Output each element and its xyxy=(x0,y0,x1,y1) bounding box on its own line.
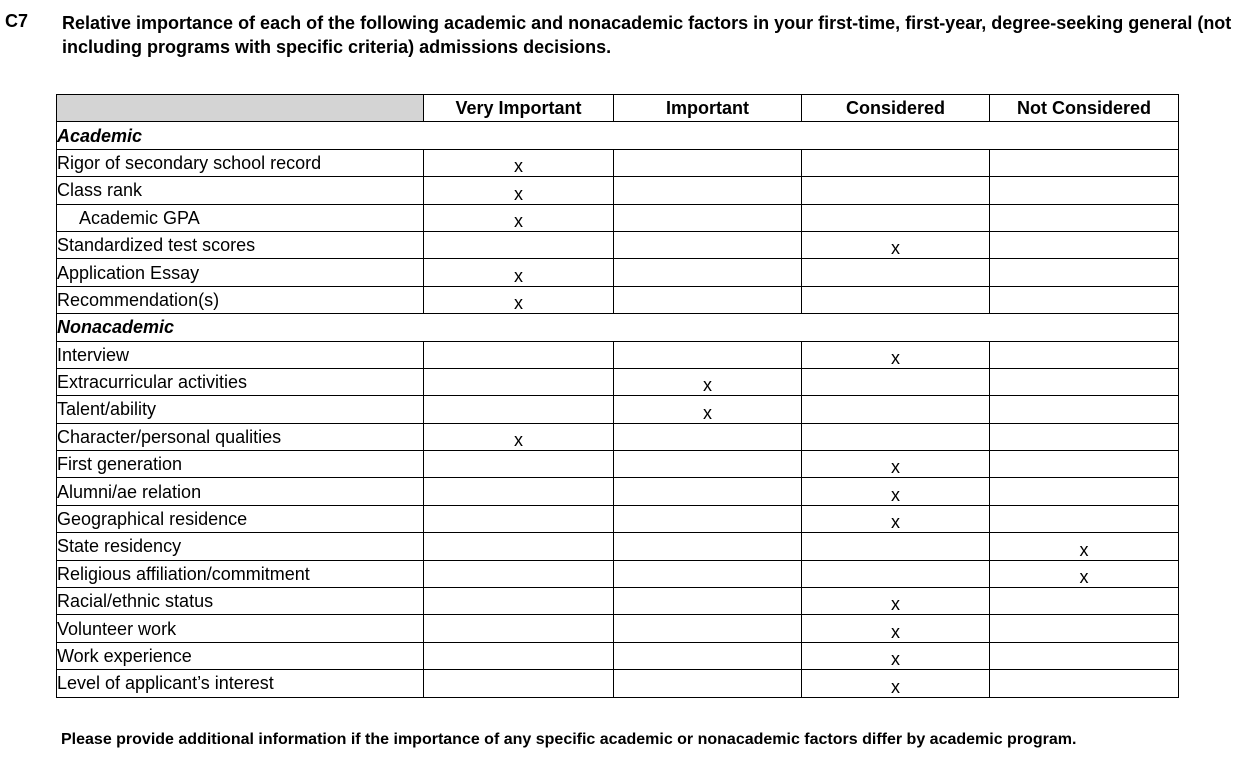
rating-cell xyxy=(614,451,802,478)
rating-cell xyxy=(424,396,614,423)
factor-label: Recommendation(s) xyxy=(57,286,424,313)
rating-mark: x xyxy=(802,341,990,368)
rating-mark: x xyxy=(802,670,990,697)
rating-cell xyxy=(990,588,1179,615)
rating-cell xyxy=(990,615,1179,642)
header-row xyxy=(57,95,1179,122)
rating-cell xyxy=(424,560,614,587)
section-title: Nonacademic xyxy=(57,314,1179,341)
rating-cell xyxy=(802,533,990,560)
rating-cell xyxy=(614,177,802,204)
table-row xyxy=(57,533,1179,560)
rating-cell xyxy=(990,341,1179,368)
rating-cell xyxy=(614,478,802,505)
section-header-row xyxy=(57,122,1179,149)
column-header: Very Important xyxy=(424,95,614,122)
rating-cell xyxy=(802,204,990,231)
rating-cell xyxy=(990,396,1179,423)
factor-label: Volunteer work xyxy=(57,615,424,642)
column-header: Not Considered xyxy=(990,95,1179,122)
factor-label: Academic GPA xyxy=(57,204,424,231)
table-row xyxy=(57,149,1179,176)
rating-cell xyxy=(802,259,990,286)
footnote: Please provide additional information if the importance of any specific academic or nonacademic factors differ by academic program. xyxy=(61,731,1077,748)
rating-mark: x xyxy=(424,204,614,231)
factor-label: Extracurricular activities xyxy=(57,368,424,395)
rating-cell xyxy=(990,177,1179,204)
rating-cell xyxy=(424,231,614,258)
table-row xyxy=(57,341,1179,368)
rating-mark: x xyxy=(802,478,990,505)
table-row xyxy=(57,670,1179,697)
rating-cell xyxy=(424,670,614,697)
factor-label: Religious affiliation/commitment xyxy=(57,560,424,587)
table-row xyxy=(57,423,1179,450)
factor-label: Level of applicant’s interest xyxy=(57,670,424,697)
factor-label: Interview xyxy=(57,341,424,368)
section-title: Academic xyxy=(57,122,1179,149)
rating-cell xyxy=(614,615,802,642)
rating-cell xyxy=(614,423,802,450)
table-row xyxy=(57,451,1179,478)
factor-label: Class rank xyxy=(57,177,424,204)
rating-cell xyxy=(424,615,614,642)
table-row xyxy=(57,286,1179,313)
factor-label: Work experience xyxy=(57,642,424,669)
rating-cell xyxy=(424,451,614,478)
rating-mark: x xyxy=(614,368,802,395)
column-header: Important xyxy=(614,95,802,122)
rating-mark: x xyxy=(424,177,614,204)
rating-cell xyxy=(990,259,1179,286)
question-number: C7 xyxy=(5,11,29,31)
table-row xyxy=(57,505,1179,532)
rating-cell xyxy=(614,642,802,669)
rating-cell xyxy=(802,177,990,204)
question-text: Relative importance of each of the following academic and nonacademic factors in your first-time, first-year, degree-seeking general (not including programs with specific criteria) admissions decisions. xyxy=(62,13,1232,57)
rating-cell xyxy=(990,642,1179,669)
rating-cell xyxy=(802,423,990,450)
rating-cell xyxy=(802,149,990,176)
section-header-row xyxy=(57,314,1179,341)
factor-label: Standardized test scores xyxy=(57,231,424,258)
rating-cell xyxy=(424,533,614,560)
rating-mark: x xyxy=(990,560,1179,587)
factor-label: Rigor of secondary school record xyxy=(57,149,424,176)
rating-cell xyxy=(990,286,1179,313)
rating-cell xyxy=(990,204,1179,231)
rating-cell xyxy=(424,368,614,395)
table-row xyxy=(57,231,1179,258)
rating-mark: x xyxy=(802,505,990,532)
table-row xyxy=(57,396,1179,423)
table-row xyxy=(57,642,1179,669)
rating-cell xyxy=(614,341,802,368)
rating-cell xyxy=(802,560,990,587)
rating-cell xyxy=(424,341,614,368)
rating-cell xyxy=(990,451,1179,478)
table-row xyxy=(57,588,1179,615)
column-header: Considered xyxy=(802,95,990,122)
rating-cell xyxy=(990,149,1179,176)
table-row xyxy=(57,560,1179,587)
rating-mark: x xyxy=(990,533,1179,560)
rating-mark: x xyxy=(802,615,990,642)
rating-cell xyxy=(614,149,802,176)
rating-cell xyxy=(802,286,990,313)
rating-mark: x xyxy=(614,396,802,423)
table-row xyxy=(57,478,1179,505)
rating-cell xyxy=(424,478,614,505)
rating-cell xyxy=(990,368,1179,395)
rating-cell xyxy=(990,423,1179,450)
rating-cell xyxy=(990,478,1179,505)
table-row xyxy=(57,615,1179,642)
rating-mark: x xyxy=(424,259,614,286)
rating-cell xyxy=(614,505,802,532)
rating-cell xyxy=(614,560,802,587)
rating-cell xyxy=(614,259,802,286)
table-row xyxy=(57,177,1179,204)
rating-cell xyxy=(990,670,1179,697)
factor-label: State residency xyxy=(57,533,424,560)
rating-cell xyxy=(424,642,614,669)
table-body xyxy=(57,122,1179,697)
factor-label: Application Essay xyxy=(57,259,424,286)
rating-cell xyxy=(614,204,802,231)
admission-factors-table xyxy=(56,94,1179,698)
header-corner-cell xyxy=(57,95,424,122)
rating-mark: x xyxy=(802,642,990,669)
factor-label: First generation xyxy=(57,451,424,478)
rating-cell xyxy=(990,505,1179,532)
rating-cell xyxy=(614,231,802,258)
factor-label: Talent/ability xyxy=(57,396,424,423)
rating-mark: x xyxy=(802,231,990,258)
table-row xyxy=(57,259,1179,286)
rating-cell xyxy=(614,670,802,697)
rating-cell xyxy=(424,505,614,532)
table-row xyxy=(57,204,1179,231)
rating-mark: x xyxy=(424,423,614,450)
rating-cell xyxy=(802,396,990,423)
rating-mark: x xyxy=(424,286,614,313)
rating-cell xyxy=(614,286,802,313)
rating-mark: x xyxy=(802,588,990,615)
factor-label: Character/personal qualities xyxy=(57,423,424,450)
table-row xyxy=(57,368,1179,395)
rating-mark: x xyxy=(802,451,990,478)
rating-mark: x xyxy=(424,149,614,176)
rating-cell xyxy=(990,231,1179,258)
rating-cell xyxy=(614,588,802,615)
factor-label: Racial/ethnic status xyxy=(57,588,424,615)
rating-cell xyxy=(424,588,614,615)
rating-cell xyxy=(802,368,990,395)
factor-label: Alumni/ae relation xyxy=(57,478,424,505)
factor-label: Geographical residence xyxy=(57,505,424,532)
rating-cell xyxy=(614,533,802,560)
